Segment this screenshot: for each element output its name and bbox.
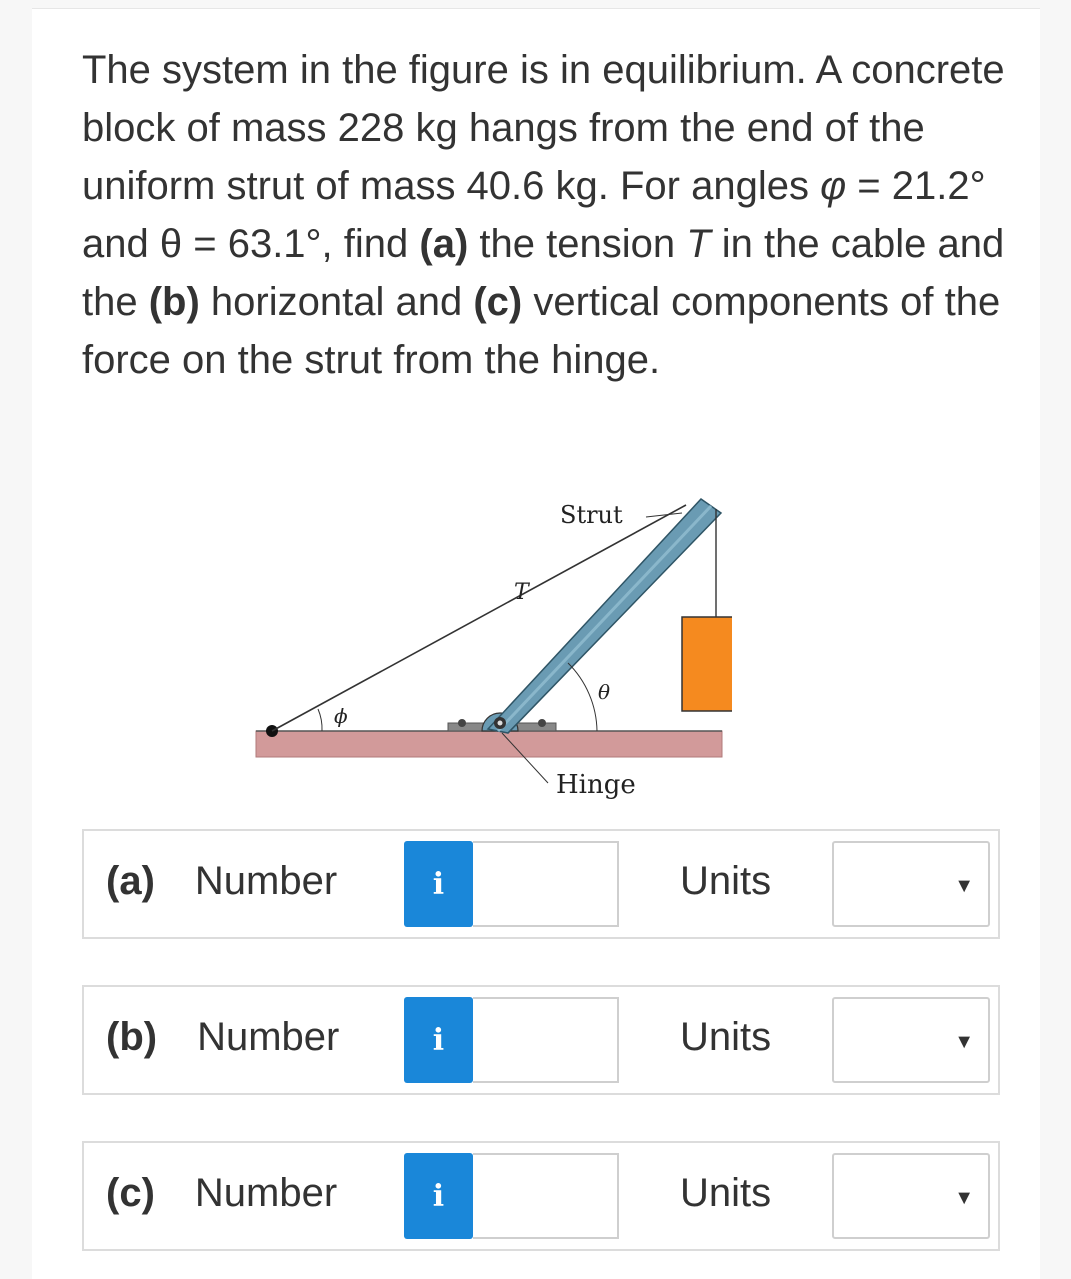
hinge-bolt [538, 719, 546, 727]
info-button[interactable]: i [404, 997, 473, 1083]
units-label: Units [680, 1171, 772, 1215]
units-select-c[interactable] [832, 1153, 990, 1239]
answer-row-c [82, 1141, 1000, 1251]
number-label: Number [194, 859, 338, 903]
row-label [106, 1171, 337, 1216]
answer-row-a [82, 829, 1000, 939]
part-label: (a) [106, 859, 155, 903]
part-label: (b) [106, 1015, 158, 1059]
number-label: Number [197, 1015, 340, 1059]
chevron-down-icon: ▼ [954, 1031, 974, 1053]
hinge-label: Hinge [556, 770, 636, 800]
row-label [106, 1015, 339, 1060]
question-part: the tension [468, 222, 687, 266]
phi-symbol: φ [820, 164, 847, 208]
phi-arc [318, 709, 322, 731]
tension-symbol: T [686, 222, 711, 266]
chevron-down-icon: ▼ [954, 1187, 974, 1209]
concrete-block [682, 617, 732, 711]
row-label [106, 859, 337, 904]
phi-label: ϕ [334, 704, 348, 728]
ground [256, 731, 722, 757]
units-label: Units [680, 1015, 772, 1059]
number-input-c[interactable] [473, 1153, 619, 1239]
part-label: (c) [106, 1171, 155, 1215]
question-card [32, 8, 1040, 1279]
question-part: = 63.1°, find [182, 222, 420, 266]
info-button[interactable]: i [404, 841, 473, 927]
number-input-b[interactable] [473, 997, 619, 1083]
info-button[interactable]: i [404, 1153, 473, 1239]
theta-arc [568, 663, 597, 731]
number-input-a[interactable] [473, 841, 619, 927]
answer-row-b [82, 985, 1000, 1095]
part-c-ref: (c) [473, 280, 523, 324]
units-select-b[interactable] [832, 997, 990, 1083]
theta-label: θ [598, 680, 611, 704]
question-part: = 21.2° and [82, 164, 986, 266]
question-part: horizontal and [199, 280, 474, 324]
number-label: Number [194, 1171, 338, 1215]
question-part: in the cable and the [82, 222, 1005, 324]
question-part: vertical components of the force on the strut from the hinge. [82, 280, 1001, 382]
units-label: Units [680, 859, 772, 903]
strut-label: Strut [560, 501, 623, 529]
equilibrium-figure [252, 487, 732, 817]
question-text [82, 41, 1012, 389]
question-part: The system in the figure is in equilibrium. A concrete block of mass 228 kg hangs from the end of the uniform strut of mass 40.6 kg. For angles [82, 48, 1005, 208]
part-b-ref: (b) [148, 280, 200, 324]
chevron-down-icon: ▼ [954, 875, 974, 897]
tension-label: T [514, 580, 529, 605]
part-a-ref: (a) [419, 222, 469, 266]
theta-symbol: θ [159, 222, 183, 266]
hinge-pin-center [498, 721, 503, 726]
cable [272, 505, 686, 731]
units-select-a[interactable] [832, 841, 990, 927]
hinge-bolt [458, 719, 466, 727]
